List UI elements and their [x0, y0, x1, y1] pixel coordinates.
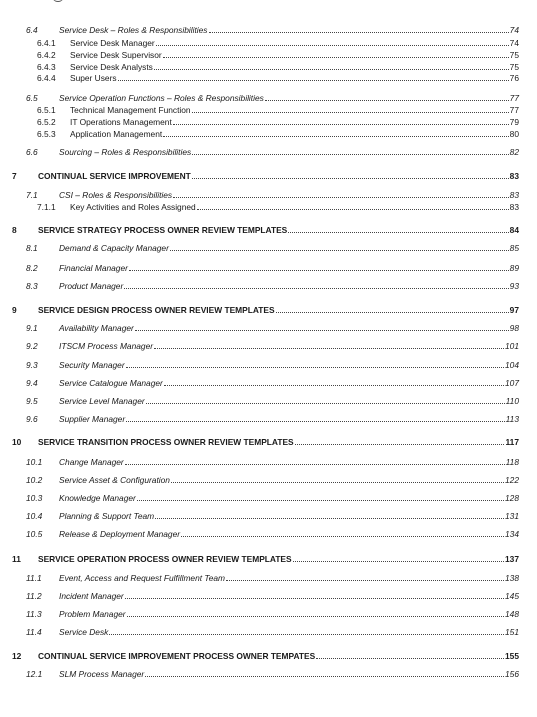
toc-entry-number: 7.1 — [26, 190, 38, 200]
toc-entry-title: Product Manager — [59, 281, 124, 291]
toc-entry-level-2[interactable] — [0, 91, 537, 103]
toc-entry-title: Availability Manager — [59, 323, 134, 333]
toc-entry-page-number: 74 — [509, 25, 519, 35]
toc-entry-level-1[interactable] — [0, 223, 537, 235]
toc-dot-leader — [316, 658, 504, 659]
toc-entry-page-number: 118 — [505, 457, 519, 467]
toc-entry-title: IT Operations Management — [70, 117, 172, 127]
toc-entry-number: 6.5.2 — [37, 117, 56, 127]
toc-entry-level-2[interactable] — [0, 321, 537, 333]
toc-entry-number: 8.3 — [26, 281, 38, 291]
toc-entry-page-number: 83 — [509, 190, 519, 200]
toc-entry-title: SERVICE OPERATION PROCESS OWNER REVIEW TEMPLATES — [38, 554, 292, 564]
toc-dot-leader — [170, 250, 509, 251]
toc-entry-page-number: 104 — [505, 360, 519, 370]
toc-entry-page-number: 77 — [509, 105, 519, 115]
toc-entry-number: 11.4 — [26, 627, 42, 637]
toc-entry-level-2[interactable] — [0, 607, 537, 619]
toc-entry-page-number: 145 — [505, 591, 519, 601]
toc-dot-leader — [154, 69, 509, 70]
toc-dot-leader — [129, 270, 509, 271]
toc-dot-leader — [125, 464, 505, 465]
toc-entry-title: SERVICE STRATEGY PROCESS OWNER REVIEW TEMPLATES — [38, 225, 288, 235]
toc-entry-page-number: 80 — [509, 129, 519, 139]
toc-entry-number: 9.2 — [26, 341, 38, 351]
toc-entry-number: 12 — [12, 651, 22, 661]
toc-entry-page-number: 89 — [509, 263, 519, 273]
toc-entry-page-number: 117 — [505, 437, 519, 447]
toc-entry-title: Incident Manager — [59, 591, 124, 601]
toc-entry-title: Problem Manager — [59, 609, 126, 619]
toc-dot-leader — [192, 112, 509, 113]
toc-entry-number: 11 — [12, 554, 21, 564]
toc-entry-title: Supplier Manager — [59, 414, 126, 424]
toc-entry-number: 6.4 — [26, 25, 38, 35]
toc-entry-title: SLM Process Manager — [59, 669, 145, 679]
toc-entry-number: 9.6 — [26, 414, 38, 424]
toc-dot-leader — [127, 616, 504, 617]
toc-entry-page-number: 107 — [505, 378, 519, 388]
toc-entry-level-1[interactable] — [0, 303, 537, 315]
toc-entry-level-2[interactable] — [0, 527, 537, 539]
toc-dot-leader — [209, 32, 509, 33]
toc-dot-leader — [173, 124, 509, 125]
toc-entry-number: 6.6 — [26, 147, 38, 157]
toc-entry-title: Technical Management Function — [70, 105, 191, 115]
toc-dot-leader — [163, 136, 509, 137]
toc-entry-title: Release & Deployment Manager — [59, 529, 181, 539]
toc-entry-level-3[interactable] — [0, 71, 537, 83]
toc-entry-number: 12.1 — [26, 669, 43, 679]
toc-entry-title: Security Manager — [59, 360, 125, 370]
toc-dot-leader — [293, 561, 504, 562]
toc-dot-leader — [145, 676, 504, 677]
toc-entry-page-number: 110 — [505, 396, 519, 406]
toc-entry-number: 6.5 — [26, 93, 38, 103]
toc-entry-level-1[interactable] — [0, 169, 537, 181]
toc-entry-number: 8.1 — [26, 243, 38, 253]
toc-entry-number: 10.5 — [26, 529, 43, 539]
toc-entry-number: 10 — [12, 437, 22, 447]
toc-dot-leader — [226, 580, 504, 581]
toc-dot-leader — [155, 518, 504, 519]
toc-entry-number: 9.5 — [26, 396, 38, 406]
toc-entry-number: 11.3 — [26, 609, 42, 619]
toc-entry-level-2[interactable] — [0, 394, 537, 406]
clipped-text-fragment — [52, 0, 64, 2]
toc-entry-page-number: 131 — [505, 511, 519, 521]
toc-entry-page-number: 101 — [505, 341, 519, 351]
toc-entry-level-2[interactable] — [0, 412, 537, 424]
toc-dot-leader — [156, 45, 509, 46]
toc-entry-page-number: 155 — [505, 651, 519, 661]
toc-dot-leader — [197, 209, 509, 210]
toc-entry-title: CSI – Roles & Responsibilities — [59, 190, 173, 200]
toc-entry-level-3[interactable] — [0, 103, 537, 115]
toc-entry-title: CONTINUAL SERVICE IMPROVEMENT PROCESS OWNER TEMPATES — [38, 651, 316, 661]
toc-entry-number: 6.4.2 — [37, 50, 56, 60]
toc-entry-page-number: 122 — [505, 475, 519, 485]
toc-entry-number: 6.4.3 — [37, 62, 56, 72]
toc-entry-level-2[interactable] — [0, 667, 537, 679]
toc-entry-level-2[interactable] — [0, 509, 537, 521]
toc-entry-number: 10.4 — [26, 511, 43, 521]
toc-entry-title: Service Desk Analysts — [70, 62, 153, 72]
toc-dot-leader — [192, 178, 509, 179]
toc-entry-title: Event, Access and Request Fulfillment Team — [59, 573, 226, 583]
toc-entry-number: 6.4.1 — [37, 38, 56, 48]
toc-dot-leader — [154, 348, 504, 349]
toc-entry-page-number: 75 — [509, 62, 519, 72]
toc-entry-number: 10.2 — [26, 475, 43, 485]
toc-entry-title: Service Desk – Roles & Responsibilities — [59, 25, 208, 35]
toc-dot-leader — [146, 403, 505, 404]
toc-entry-title: Application Management — [70, 129, 163, 139]
toc-dot-leader — [118, 80, 509, 81]
toc-dot-leader — [295, 444, 504, 445]
toc-entry-level-2[interactable] — [0, 241, 537, 253]
toc-entry-page-number: 138 — [505, 573, 519, 583]
toc-entry-level-1[interactable] — [0, 649, 537, 661]
toc-entry-title: Financial Manager — [59, 263, 128, 273]
toc-entry-number: 6.5.3 — [37, 129, 56, 139]
toc-entry-title: Service Desk — [59, 627, 109, 637]
toc-entry-level-2[interactable] — [0, 455, 537, 467]
toc-entry-page-number: 151 — [505, 627, 519, 637]
toc-entry-number: 10.1 — [26, 457, 43, 467]
toc-dot-leader — [124, 288, 509, 289]
toc-entry-title: Demand & Capacity Manager — [59, 243, 169, 253]
toc-entry-title: Service Operation Functions – Roles & Responsibilities — [59, 93, 264, 103]
toc-entry-page-number: 137 — [505, 554, 519, 564]
toc-entry-page-number: 83 — [509, 202, 519, 212]
toc-dot-leader — [276, 312, 509, 313]
toc-entry-level-3[interactable] — [0, 36, 537, 48]
toc-entry-page-number: 84 — [509, 225, 519, 235]
toc-entry-title: Planning & Support Team — [59, 511, 155, 521]
toc-entry-title: Service Desk Supervisor — [70, 50, 162, 60]
toc-dot-leader — [126, 367, 504, 368]
toc-dot-leader — [137, 500, 504, 501]
toc-dot-leader — [126, 421, 505, 422]
toc-entry-number: 9.4 — [26, 378, 38, 388]
toc-entry-title: Service Asset & Configuration — [59, 475, 170, 485]
toc-dot-leader — [181, 536, 504, 537]
toc-entry-number: 7 — [12, 171, 17, 181]
toc-dot-leader — [173, 197, 509, 198]
toc-entry-title: Change Manager — [59, 457, 124, 467]
toc-entry-number: 9.3 — [26, 360, 38, 370]
toc-entry-number: 8.2 — [26, 263, 38, 273]
toc-entry-page-number: 93 — [509, 281, 519, 291]
toc-entry-title: Service Level Manager — [59, 396, 145, 406]
toc-dot-leader — [163, 57, 509, 58]
toc-entry-number: 9 — [12, 305, 17, 315]
toc-entry-level-2[interactable] — [0, 571, 537, 583]
toc-entry-title: Sourcing – Roles & Responsibilities — [59, 147, 192, 157]
toc-entry-page-number: 83 — [509, 171, 519, 181]
toc-entry-title: Super Users — [70, 73, 117, 83]
toc-dot-leader — [109, 634, 504, 635]
toc-entry-number: 9.1 — [26, 323, 38, 333]
toc-entry-page-number: 113 — [505, 414, 519, 424]
toc-entry-page-number: 98 — [509, 323, 519, 333]
toc-dot-leader — [288, 232, 509, 233]
toc-entry-page-number: 85 — [509, 243, 519, 253]
toc-dot-leader — [164, 385, 504, 386]
toc-entry-page-number: 156 — [505, 669, 519, 679]
toc-entry-page-number: 77 — [509, 93, 519, 103]
toc-entry-page-number: 97 — [509, 305, 519, 315]
toc-entry-number: 6.4.4 — [37, 73, 56, 83]
toc-entry-number: 8 — [12, 225, 17, 235]
toc-entry-page-number: 82 — [509, 147, 519, 157]
toc-entry-level-2[interactable] — [0, 145, 537, 157]
toc-entry-level-2[interactable] — [0, 376, 537, 388]
toc-entry-title: Key Activities and Roles Assigned — [70, 202, 196, 212]
toc-entry-level-2[interactable] — [0, 261, 537, 273]
toc-entry-title: Service Catalogue Manager — [59, 378, 163, 388]
toc-entry-level-2[interactable] — [0, 188, 537, 200]
toc-entry-level-2[interactable] — [0, 491, 537, 503]
toc-entry-number: 11.2 — [26, 591, 42, 601]
toc-entry-level-2[interactable] — [0, 279, 537, 291]
toc-entry-page-number: 134 — [505, 529, 519, 539]
toc-entry-level-2[interactable] — [0, 339, 537, 351]
toc-dot-leader — [192, 154, 509, 155]
toc-entry-number: 10.3 — [26, 493, 43, 503]
toc-entry-number: 6.5.1 — [37, 105, 56, 115]
toc-entry-title: CONTINUAL SERVICE IMPROVEMENT — [38, 171, 191, 181]
toc-entry-level-3[interactable] — [0, 127, 537, 139]
toc-entry-title: SERVICE TRANSITION PROCESS OWNER REVIEW TEMPLATES — [38, 437, 294, 447]
toc-entry-page-number: 148 — [505, 609, 519, 619]
toc-entry-page-number: 75 — [509, 50, 519, 60]
toc-dot-leader — [135, 330, 509, 331]
toc-dot-leader — [171, 482, 504, 483]
toc-entry-level-2[interactable] — [0, 23, 537, 35]
toc-entry-page-number: 128 — [505, 493, 519, 503]
toc-entry-level-2[interactable] — [0, 473, 537, 485]
toc-entry-page-number: 74 — [509, 38, 519, 48]
toc-entry-level-3[interactable] — [0, 48, 537, 60]
toc-entry-page-number: 76 — [509, 73, 519, 83]
toc-entry-level-3[interactable] — [0, 200, 537, 212]
toc-entry-level-3[interactable] — [0, 115, 537, 127]
toc-entry-level-1[interactable] — [0, 552, 537, 564]
toc-entry-level-2[interactable] — [0, 625, 537, 637]
toc-entry-number: 7.1.1 — [37, 202, 56, 212]
toc-entry-number: 11.1 — [26, 573, 42, 583]
toc-entry-title: Service Desk Manager — [70, 38, 155, 48]
toc-dot-leader — [125, 598, 504, 599]
toc-dot-leader — [265, 100, 509, 101]
toc-entry-level-2[interactable] — [0, 358, 537, 370]
toc-entry-title: Knowledge Manager — [59, 493, 136, 503]
toc-entry-title: ITSCM Process Manager — [59, 341, 154, 351]
toc-entry-page-number: 79 — [509, 117, 519, 127]
toc-entry-level-2[interactable] — [0, 589, 537, 601]
toc-entry-level-1[interactable] — [0, 435, 537, 447]
toc-entry-title: SERVICE DESIGN PROCESS OWNER REVIEW TEMPLATES — [38, 305, 275, 315]
